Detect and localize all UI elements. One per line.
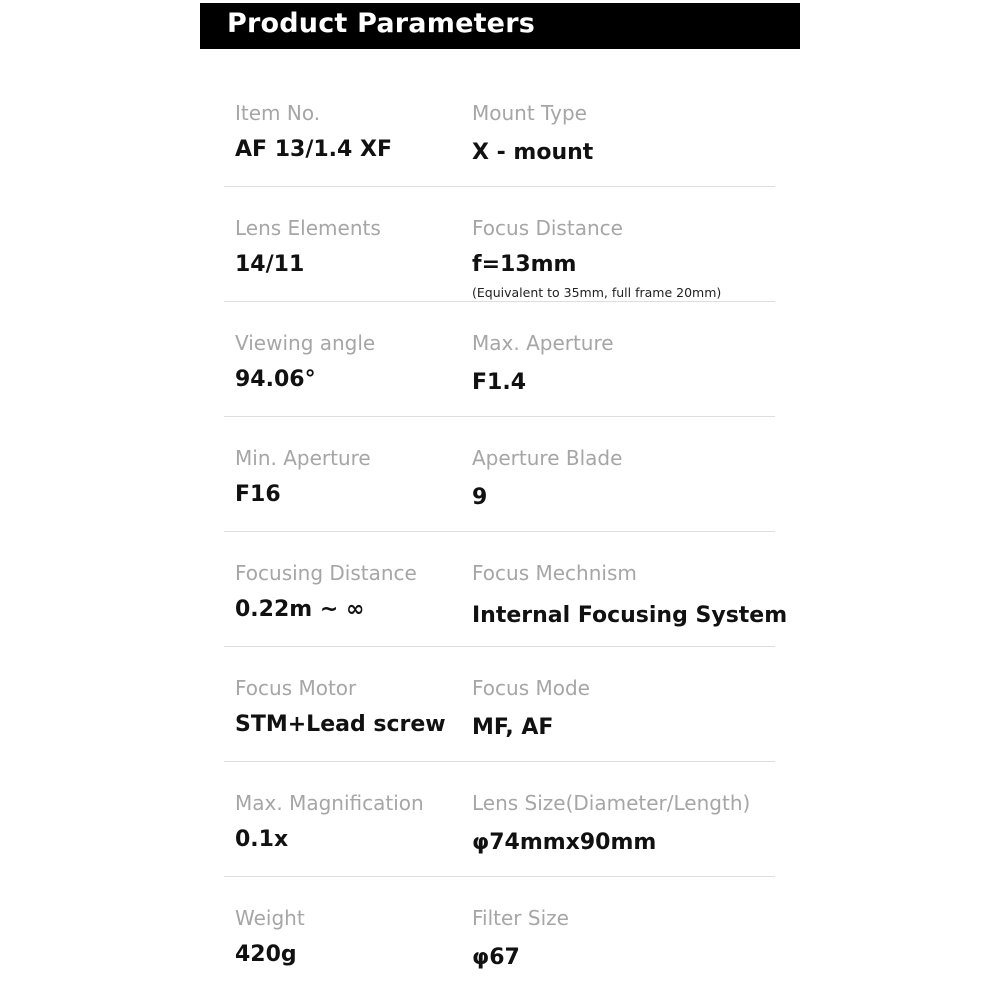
param-label: Lens Size(Diameter/Length) [472,791,751,815]
param-row [224,187,775,302]
param-value: 9 [472,485,488,510]
param-value: 14/11 [235,252,305,277]
param-label: Focus Mechnism [472,561,637,585]
param-value: f=13mm [472,252,577,277]
param-value: 94.06° [235,367,316,392]
param-value: F16 [235,482,281,507]
param-row [224,302,775,417]
param-label: Focusing Distance [235,561,417,585]
param-value: φ67 [472,945,520,970]
param-row [224,762,775,877]
param-value: 420g [235,942,297,967]
param-value: 0.1x [235,827,289,852]
param-label: Weight [235,906,305,930]
param-value: STM+Lead screw [235,712,446,737]
param-value: φ74mmx90mm [472,830,657,855]
param-row [224,647,775,762]
param-label: Viewing angle [235,331,376,355]
param-value: AF 13/1.4 XF [235,137,392,162]
param-label: Focus Distance [472,216,623,240]
param-value: X - mount [472,140,594,165]
param-label: Focus Motor [235,676,357,700]
param-row [224,72,775,187]
param-label: Item No. [235,101,321,125]
param-label: Lens Elements [235,216,381,240]
param-value: F1.4 [472,370,527,395]
header-bar [200,3,800,49]
param-value: MF, AF [472,715,554,740]
param-label: Aperture Blade [472,446,623,470]
param-value: Internal Focusing System [472,603,788,628]
param-label: Min. Aperture [235,446,371,470]
param-label: Filter Size [472,906,569,930]
param-label: Focus Mode [472,676,590,700]
param-row [224,532,788,647]
param-label: Max. Magnification [235,791,424,815]
param-value: 0.22m ~ ∞ [235,597,365,622]
param-row [224,417,775,532]
param-label: Max. Aperture [472,331,614,355]
param-row [224,877,775,992]
page-title: Product Parameters [227,8,535,39]
parameters-table [224,72,788,992]
param-note: (Equivalent to 35mm, full frame 20mm) [472,285,722,300]
param-label: Mount Type [472,101,587,125]
